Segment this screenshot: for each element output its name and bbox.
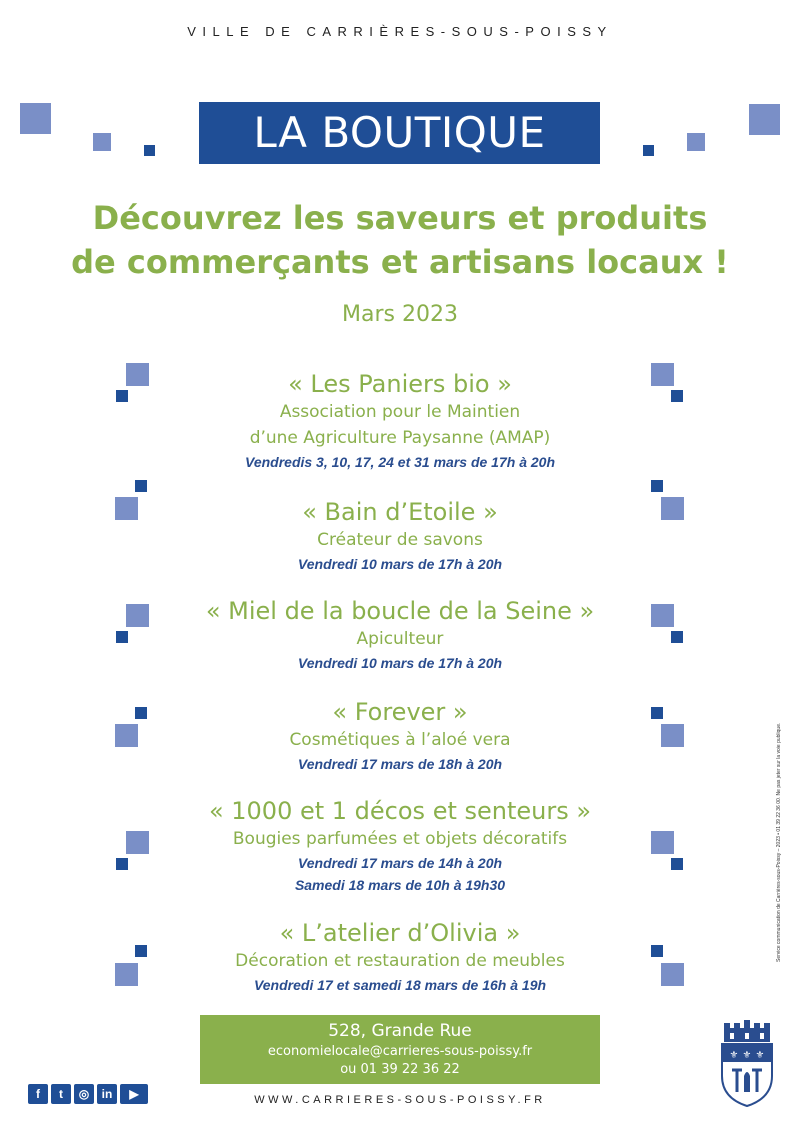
decor-square — [115, 963, 138, 986]
vendor-block — [0, 796, 800, 896]
decor-square — [116, 858, 128, 870]
headline-line-1: Découvrez les saveurs et produits — [92, 199, 708, 237]
svg-text:⚜: ⚜ — [729, 1050, 739, 1061]
vendor-schedule: Vendredi 17 mars de 14h à 20h — [297, 855, 503, 871]
vertical-note-text: Service communication de Carrières-sous-Poissy – 2023 • 01 39 22 36 00. Ne pas jeter sur la voie publique. — [776, 722, 782, 962]
decor-square — [651, 363, 674, 386]
city-name: VILLE DE CARRIÈRES-SOUS-POISSY — [187, 24, 613, 39]
vendor-name: « Bain d’Etoile » — [302, 498, 498, 526]
decor-square — [651, 480, 663, 492]
vendor-name: « 1000 et 1 décos et senteurs » — [208, 797, 592, 825]
website-url[interactable]: WWW.CARRIERES-SOUS-POISSY.FR — [254, 1094, 546, 1106]
decor-square — [671, 858, 683, 870]
month-label: Mars 2023 — [342, 302, 458, 327]
contact-box — [200, 1015, 600, 1084]
decor-square — [749, 104, 780, 135]
headline-line-2: de commerçants et artisans locaux ! — [71, 243, 729, 281]
decor-square — [661, 497, 684, 520]
vendor-block — [0, 369, 800, 473]
vendor-schedule: Vendredi 10 mars de 17h à 20h — [297, 556, 503, 572]
vendor-description: Apiculteur — [356, 629, 444, 649]
vendor-schedule: Samedi 18 mars de 10h à 19h30 — [294, 877, 506, 893]
vendor-description: Décoration et restauration de meubles — [235, 951, 565, 971]
contact-email[interactable]: economielocale@carrieres-sous-poissy.fr — [267, 1044, 533, 1059]
vendor-description: d’une Agriculture Paysanne (AMAP) — [249, 428, 551, 448]
svg-text:⚜: ⚜ — [742, 1050, 752, 1061]
decor-square — [651, 945, 663, 957]
decor-square — [20, 103, 51, 134]
vendor-schedule: Vendredi 17 et samedi 18 mars de 16h à 19h — [253, 977, 547, 993]
city-crest-icon — [718, 1020, 776, 1112]
decor-square — [135, 945, 147, 957]
headline — [0, 196, 800, 284]
decor-square — [651, 707, 663, 719]
decor-square — [126, 604, 149, 627]
vendor-description: Créateur de savons — [317, 530, 483, 550]
decor-square — [144, 145, 155, 156]
decor-square — [115, 724, 138, 747]
decor-square — [126, 831, 149, 854]
contact-phone: ou 01 39 22 36 22 — [340, 1062, 460, 1077]
vendor-schedule: Vendredi 17 mars de 18h à 20h — [297, 756, 503, 772]
instagram-icon[interactable]: ◎ — [74, 1084, 94, 1104]
decor-square — [643, 145, 654, 156]
decor-square — [126, 363, 149, 386]
decor-square — [135, 707, 147, 719]
linkedin-icon[interactable]: in — [97, 1084, 117, 1104]
decor-square — [651, 604, 674, 627]
vendor-name: « Miel de la boucle de la Seine » — [205, 597, 595, 625]
vertical-note — [768, 680, 782, 962]
decor-square — [93, 133, 111, 151]
decor-square — [116, 390, 128, 402]
vendor-name: « L’atelier d’Olivia » — [279, 919, 521, 947]
decor-square — [671, 631, 683, 643]
vendor-schedule: Vendredis 3, 10, 17, 24 et 31 mars de 17h à 20h — [245, 454, 555, 470]
page-title: LA BOUTIQUE — [199, 102, 600, 164]
decor-square — [661, 724, 684, 747]
decor-square — [671, 390, 683, 402]
contact-address: 528, Grande Rue — [328, 1021, 472, 1041]
youtube-icon[interactable]: ▶ — [120, 1084, 148, 1104]
decor-square — [135, 480, 147, 492]
decor-square — [116, 631, 128, 643]
vendor-description: Bougies parfumées et objets décoratifs — [232, 829, 568, 849]
vendor-description: Cosmétiques à l’aloé vera — [289, 730, 511, 750]
svg-text:⚜: ⚜ — [755, 1050, 765, 1061]
decor-square — [651, 831, 674, 854]
decor-square — [115, 497, 138, 520]
vendor-name: « Forever » — [332, 698, 468, 726]
decor-square — [661, 963, 684, 986]
twitter-icon[interactable]: t — [51, 1084, 71, 1104]
vendor-name: « Les Paniers bio » — [288, 370, 512, 398]
facebook-icon[interactable]: f — [28, 1084, 48, 1104]
vendor-description: Association pour le Maintien — [279, 402, 521, 422]
vendor-schedule: Vendredi 10 mars de 17h à 20h — [297, 655, 503, 671]
decor-square — [687, 133, 705, 151]
